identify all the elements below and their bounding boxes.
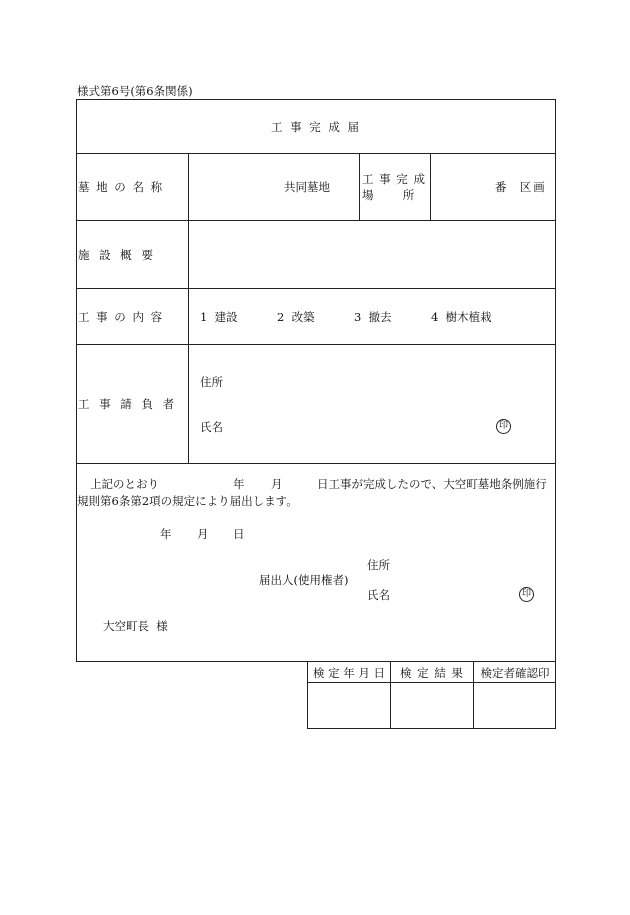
- row-divider: [76, 344, 556, 345]
- contractor-label: 工 事 請 負 者: [78, 397, 178, 411]
- location-label-right-border: [430, 153, 431, 221]
- applicant-seal-icon: 印: [519, 587, 534, 602]
- inspection-date-cell: [309, 684, 389, 727]
- inspector-seal-cell: [475, 684, 555, 727]
- inspector-seal-header: 検定者確認印: [480, 666, 550, 680]
- location-label-line1: 工 事 完 成: [362, 172, 426, 186]
- inspection-column-divider: [473, 661, 474, 729]
- table-right-border: [555, 99, 556, 662]
- row-divider: [76, 463, 556, 464]
- date-month: 月: [197, 527, 209, 541]
- inspection-column-divider: [390, 661, 391, 729]
- inspection-result-cell: [392, 684, 472, 727]
- cemetery-name-value: 共同墓地: [284, 180, 330, 194]
- addressee: 大空町長 様: [103, 619, 168, 633]
- form-title: 工 事 完 成 届: [270, 120, 362, 134]
- work-option-planting: 4 樹木植栽: [431, 310, 492, 324]
- label-column-divider: [188, 153, 189, 464]
- statement-line2: 規則第6条第2項の規定により届出します。: [77, 494, 298, 508]
- work-content-label: 工 事 の 内 容: [78, 310, 164, 324]
- applicant-label: 届出人(使用権者): [259, 573, 349, 587]
- applicant-name-label: 氏名: [367, 588, 390, 602]
- inspection-left-border: [307, 661, 308, 729]
- table-left-border: [76, 99, 77, 662]
- contractor-seal-icon: 印: [496, 419, 511, 434]
- work-option-renovate: 2 改築: [277, 310, 315, 324]
- statement-year: 年: [233, 477, 245, 491]
- inspection-bottom-border: [307, 728, 556, 729]
- date-day: 日: [233, 527, 245, 541]
- table-top-border: [76, 99, 556, 100]
- form-id: 様式第6号(第6条関係): [77, 84, 193, 98]
- location-label-line2: 場 所: [362, 188, 415, 202]
- contractor-name-label: 氏名: [200, 420, 223, 434]
- inspection-date-header: 検 定 年 月 日: [312, 666, 386, 680]
- applicant-address-label: 住所: [367, 558, 390, 572]
- row-divider: [76, 288, 556, 289]
- row-divider: [76, 220, 556, 221]
- location-label-left-border: [359, 153, 360, 221]
- table-bottom-border: [76, 661, 556, 662]
- inspection-result-header: 検 定 結 果: [400, 666, 464, 680]
- statement-start: 上記のとおり: [90, 477, 159, 491]
- work-option-build: 1 建設: [200, 310, 238, 324]
- statement-line1-end: 日工事が完成したので、大空町墓地条例施行: [317, 477, 547, 491]
- work-option-remove: 3 撤去: [354, 310, 392, 324]
- inspection-header-divider: [307, 682, 556, 683]
- facility-label: 施 設 概 要: [78, 248, 156, 262]
- contractor-address-label: 住所: [200, 375, 223, 389]
- date-year: 年: [160, 527, 172, 541]
- row-divider: [76, 153, 556, 154]
- location-value: 番 区画: [495, 180, 547, 194]
- inspection-right-border: [555, 661, 556, 729]
- statement-month: 月: [271, 477, 283, 491]
- cemetery-name-label: 墓 地 の 名 称: [78, 180, 164, 194]
